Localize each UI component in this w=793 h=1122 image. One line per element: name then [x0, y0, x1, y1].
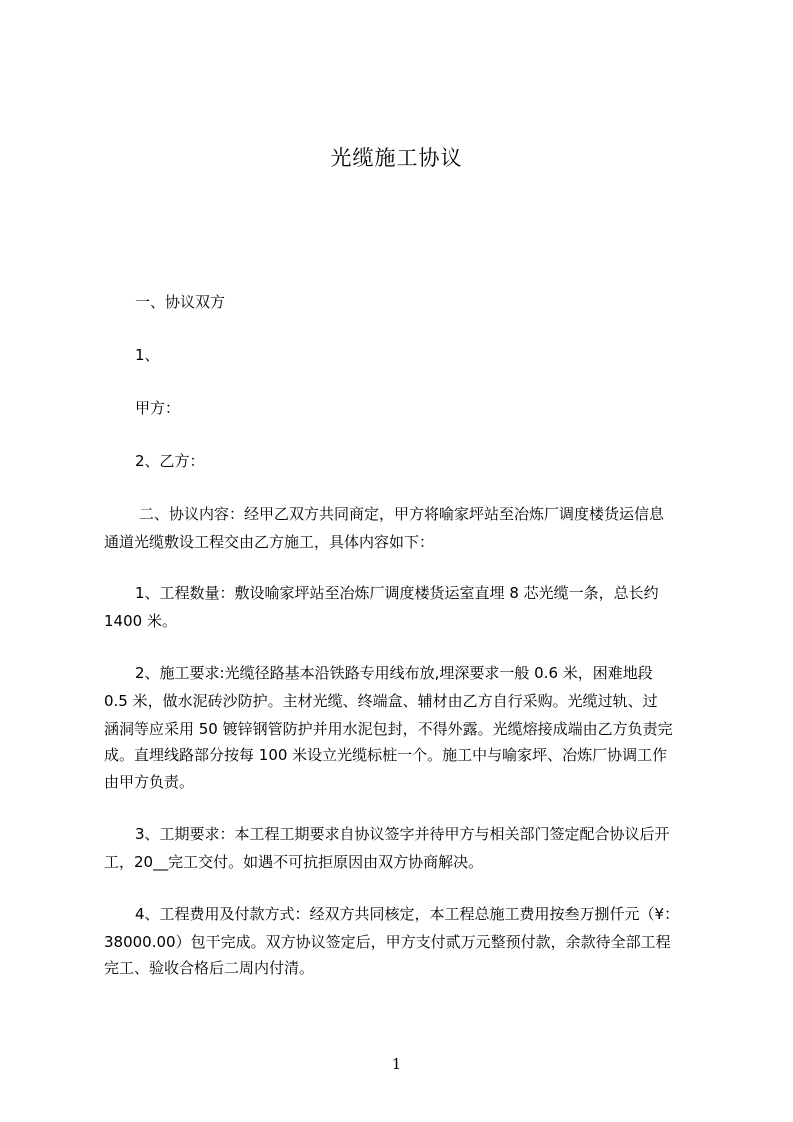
requirements-paragraph-line-1: 2、施工要求:光缆径路基本沿铁路专用线布放,埋深要求一般 0.6 米，困难地段 — [135, 664, 653, 682]
requirements-paragraph-line-3: 涵洞等应采用 50 镀锌钢管防护并用水泥包封，不得外露。光缆熔接成端由乙方负责完 — [104, 720, 673, 738]
content-paragraph-line-2: 通道光缆敷设工程交由乙方施工，具体内容如下： — [104, 533, 435, 551]
party-a-label: 甲方： — [135, 399, 181, 417]
payment-paragraph-line-2: 38000.00）包干完成。双方协议签定后，甲方支付贰万元整预付款，余款待全部工程 — [104, 933, 671, 951]
document-title: 光缆施工协议 — [330, 146, 463, 170]
requirements-paragraph-line-4: 成。直埋线路部分按每 100 米设立光缆标桩一个。施工中与喻家坪、冶炼厂协调工作 — [104, 746, 668, 764]
schedule-paragraph-line-2: 工，20__完工交付。如遇不可抗拒原因由双方协商解决。 — [104, 853, 484, 871]
payment-paragraph-line-3: 完工、验收合格后二周内付清。 — [104, 959, 315, 977]
quantity-paragraph-line-1: 1、工程数量：敷设喻家坪站至冶炼厂调度楼货运室直埋 8 芯光缆一条，总长约 — [135, 584, 659, 602]
party-one-number: 1、 — [135, 346, 160, 364]
party-b-label: 2、乙方： — [135, 452, 205, 470]
quantity-paragraph-line-2: 1400 米。 — [104, 612, 177, 630]
schedule-paragraph-line-1: 3、工期要求：本工程工期要求自协议签字并待甲方与相关部门签定配合协议后开 — [135, 825, 670, 843]
page-number: 1 — [391, 1055, 402, 1073]
requirements-paragraph-line-5: 由甲方负责。 — [104, 773, 195, 791]
payment-paragraph-line-1: 4、工程费用及付款方式：经双方共同核定，本工程总施工费用按叁万捌仟元（¥： — [135, 905, 680, 923]
parties-heading: 一、协议双方 — [135, 293, 226, 311]
requirements-paragraph-line-2: 0.5 米，做水泥砖沙防护。主材光缆、终端盒、辅材由乙方自行采购。光缆过轨、过 — [104, 692, 658, 710]
content-paragraph-line-1: 二、协议内容：经甲乙双方共同商定，甲方将喻家坪站至冶炼厂调度楼货运信息 — [139, 505, 665, 523]
